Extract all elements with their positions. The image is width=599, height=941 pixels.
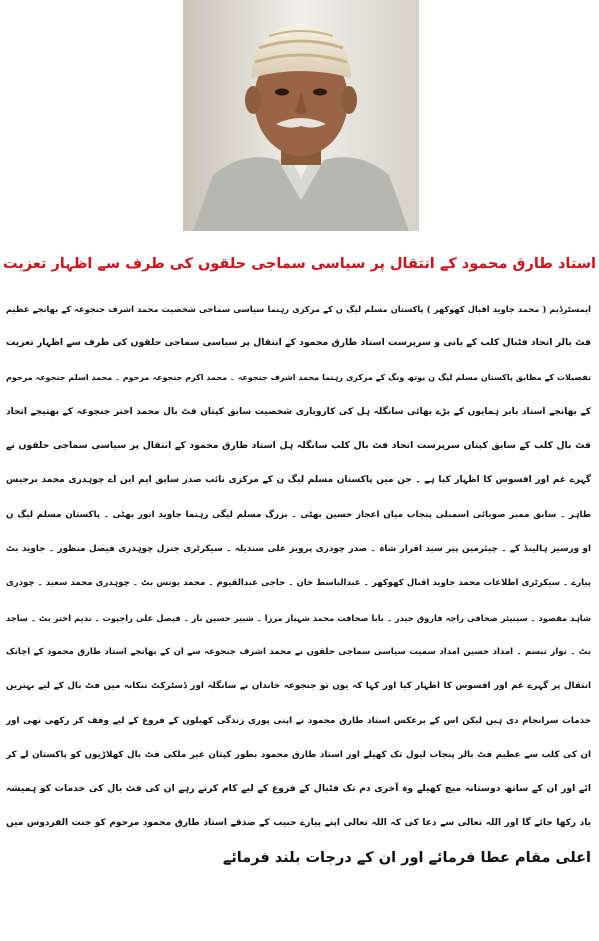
article-line: ائے اور ان کے ساتھ دوستانہ میچ کھیلے وہ آخری دم تک فٹبال کے فروغ کے لیے کام کرتے رہے ان کی فٹ بال کی خدمات کو ہمیشہ <box>6 783 591 795</box>
article-line: گہرے غم اور افسوس کا اظہار کیا ہے ۔ جن میں پاکستان مسلم لیگ ن کے مرکزی نائب صدر سابق ایم این اے چوہدری محمد برجیس <box>6 475 591 486</box>
article-line: یاد رکھا جائے گا اور اللہ تعالی سے دعا کی کہ اللہ تعالی اپنے پیارے حبیب کے صدقے استاد طارق محمود مرحوم کو جنت الفردوس میں <box>6 818 591 829</box>
article-line: پیارے ۔ سیکرٹری اطلاعات محمد جاوید اقبال کھوکھر ۔ عبدالباسط خان ۔ حاجی عبدالقیوم ۔ محمد یونس بٹ ۔ چوہدری محمد سعید ۔ چودری <box>6 578 591 589</box>
portrait-photo <box>183 0 419 231</box>
article-line: طاہر ۔ سابق ممبر صوبائی اسمبلی پنجاب میاں اعجاز حسین بھٹی ۔ بزرگ مسلم لیگی رہنما جاوید انور بھٹی ۔ پاکستان مسلم لیگ ن <box>6 509 591 520</box>
article-line: اعلی مقام عطا فرمائے اور ان کے درجات بلند فرمائے <box>222 849 591 866</box>
article-line: فٹ بالر اتحاد فٹبال کلب کے بانی و سرپرست استاد طارق محمود کے انتقال پر سیاسی سماجی حلقوں کی طرف سے اظہار تعزیت <box>6 337 591 349</box>
article-line: بٹ ۔ نواز تبسم ۔ امداد حسین امداد سمیت سیاسی سماجی حلقوں نے محمد اشرف جنجوعہ سے ان کے بھانجے استاد طارق محمود کے اچانک <box>6 646 591 657</box>
article-line: انتقال پر گہرے غم اور افسوس کا اظہار کیا اور کہا کہ یوں تو جنجوعہ خاندان نے سانگلہ اور ڈسٹرکٹ ننکانہ میں فٹ بال کے لیے بہترین <box>6 681 591 692</box>
article-body <box>6 292 591 875</box>
article-line: کے بھانجے استاد بابر ہمایوں کے بڑے بھائی سانگلہ ہل کی کاروباری شخصیت سابق کپتان فٹ بال محمد اختر جنجوعہ کے بھتیجے اتحاد <box>6 406 591 417</box>
article-line: ایمسٹرڈیم ( محمد جاوید اقبال کھوکھر ) پاکستان مسلم لیگ ن کے مرکزی رہنما سیاسی سماجی شخصیت محمد اشرف جنجوعہ کے بھانجے عظیم <box>6 304 591 314</box>
article-line: تفصیلات کے مطابق پاکستان مسلم لیگ ن یوتھ ونگ کے مرکزی رہنما محمد اشرف جنجوعہ ۔ محمد اکرم جنجوعہ مرحوم ۔ محمد اسلم جنجوعہ مرحوم <box>6 372 591 382</box>
article-line: فٹ بال کلب کے سابق کپتان سرپرست اتحاد فٹ بال کلب سانگلہ ہل استاد طارق محمود کے انتقال پر سیاسی سماجی حلقوں نے <box>6 440 591 452</box>
article-line: شاہد مقصود ۔ سینیئر صحافی راجہ فاروق حیدر ۔ بابا صحافت محمد شہباز مرزا ۔ شبیر حسین ناز ۔ فیصل علی راجپوت ۔ ندیم اختر بٹ ۔ ساجد <box>6 612 591 623</box>
article-line: ان کی کلب سے عظیم فٹ بالر پنجاب لیول تک کھیلے اور استاد طارق محمود بطور کپتان غیر ملکی فٹ بال کھلاڑیوں کو پاکستان لے کر <box>6 749 591 760</box>
article-line: او ورسیز ہالینڈ کے ۔ چیئرمین پیر سید اقرار شاہ ۔ صدر چودری پرویز علی سندیلہ ۔ سیکرٹری جنرل چوہدری فیصل منظور ۔ جاوید بٹ <box>6 544 591 555</box>
article-line: خدمات سرانجام دی ہیں لیکن اس کے برعکس استاد طارق محمود نے اپنی پوری زندگی کھیلوں کے فروغ کے لیے وقف کر رکھی تھی اور <box>6 715 591 726</box>
headline: استاد طارق محمود کے انتقال پر سیاسی سماجی حلقوں کی طرف سے اظہار تعزیت <box>2 256 597 272</box>
